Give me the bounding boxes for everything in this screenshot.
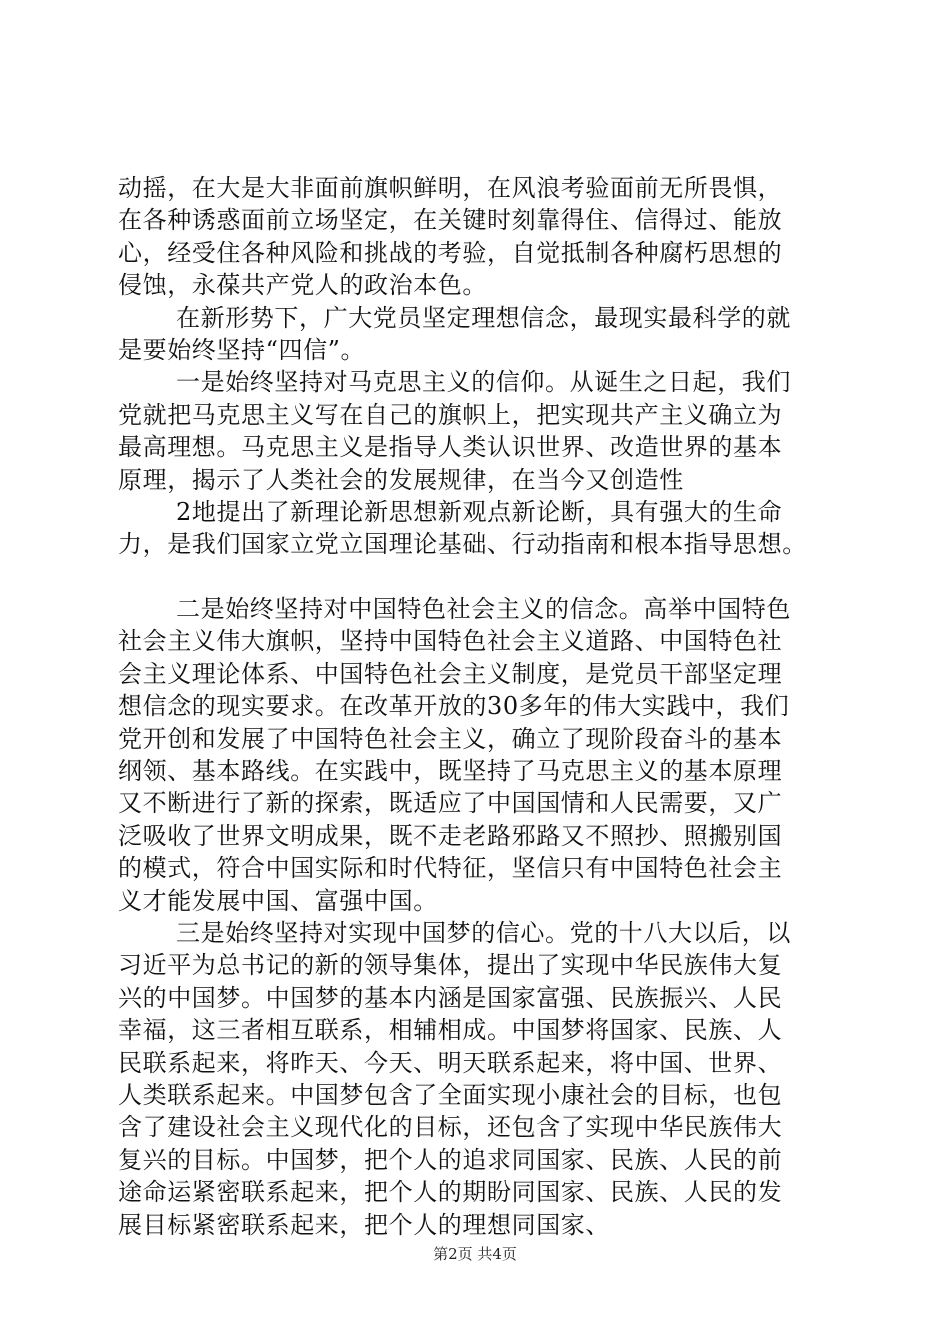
text-line: 习近平为总书记的新的领导集体，提出了实现中华民族伟大复 [118,951,783,980]
page-number-label: 第2页 共4页 [433,1245,517,1263]
blank-line [118,561,844,593]
text-line: 义才能发展中国、富强中国。 [118,886,438,915]
text-line: 心，经受住各种风险和挑战的考验，自觉抵制各种腐朽思想的 [118,238,783,267]
text-line: 复兴的目标。中国梦，把个人的追求同国家、民族、人民的前 [118,1145,783,1174]
text-line: 纲领、基本路线。在实践中，既坚持了马克思主义的基本原理 [118,757,783,786]
text-line: 力，是我们国家立党立国理论基础、行动指南和根本指导思想。 [118,530,807,559]
text-line: 人类联系起来。中国梦包含了全面实现小康社会的目标，也包 [118,1080,783,1109]
text-line: 一是始终坚持对马克思主义的信仰。从诞生之日起，我们 [176,368,791,397]
body-text [118,172,844,1241]
text-line: 泛吸收了世界文明成果，既不走老路邪路又不照抄、照搬别国 [118,821,783,850]
text-line: 想信念的现实要求。在改革开放的30多年的伟大实践中，我们 [118,692,790,721]
text-line: 兴的中国梦。中国梦的基本内涵是国家富强、民族振兴、人民 [118,983,783,1012]
text-line: 2地提出了新理论新思想新观点新论断，具有强大的生命 [176,497,783,526]
text-line: 在新形势下，广大党员坚定理想信念，最现实最科学的就 [176,303,791,332]
text-line: 在各种诱惑面前立场坚定，在关键时刻靠得住、信得过、能放 [118,206,783,235]
text-line: 侵蚀，永葆共产党人的政治本色。 [118,271,487,300]
text-line: 途命运紧密联系起来，把个人的期盼同国家、民族、人民的发 [118,1178,783,1207]
text-line: 社会主义伟大旗帜，坚持中国特色社会主义道路、中国特色社 [118,627,783,656]
text-line: 含了建设社会主义现代化的目标，还包含了实现中华民族伟大 [118,1113,783,1142]
text-line: 又不断进行了新的探索，既适应了中国国情和人民需要，又广 [118,789,783,818]
text-line: 最高理想。马克思主义是指导人类认识世界、改造世界的基本 [118,433,783,462]
text-line: 二是始终坚持对中国特色社会主义的信念。高举中国特色 [176,595,791,624]
text-line: 民联系起来，将昨天、今天、明天联系起来，将中国、世界、 [118,1048,783,1077]
text-line: 幸福，这三者相互联系，相辅相成。中国梦将国家、民族、人 [118,1016,783,1045]
text-line: 动摇，在大是大非面前旗帜鲜明，在风浪考验面前无所畏惧， [118,174,783,202]
page-footer [0,1244,950,1264]
text-line: 的模式，符合中国实际和时代特征，坚信只有中国特色社会主 [118,854,783,883]
text-line: 原理，揭示了人类社会的发展规律，在当今又创造性 [118,465,684,494]
text-line: 党开创和发展了中国特色社会主义，确立了现阶段奋斗的基本 [118,724,783,753]
text-line: 党就把马克思主义写在自己的旗帜上，把实现共产主义确立为 [118,400,783,429]
text-line: 是要始终坚持“四信”。 [118,335,366,364]
text-line: 会主义理论体系、中国特色社会主义制度，是党员干部坚定理 [118,659,783,688]
text-line: 展目标紧密联系起来，把个人的理想同国家、 [118,1210,610,1239]
text-line: 三是始终坚持对实现中国梦的信心。党的十八大以后，以 [176,918,791,947]
